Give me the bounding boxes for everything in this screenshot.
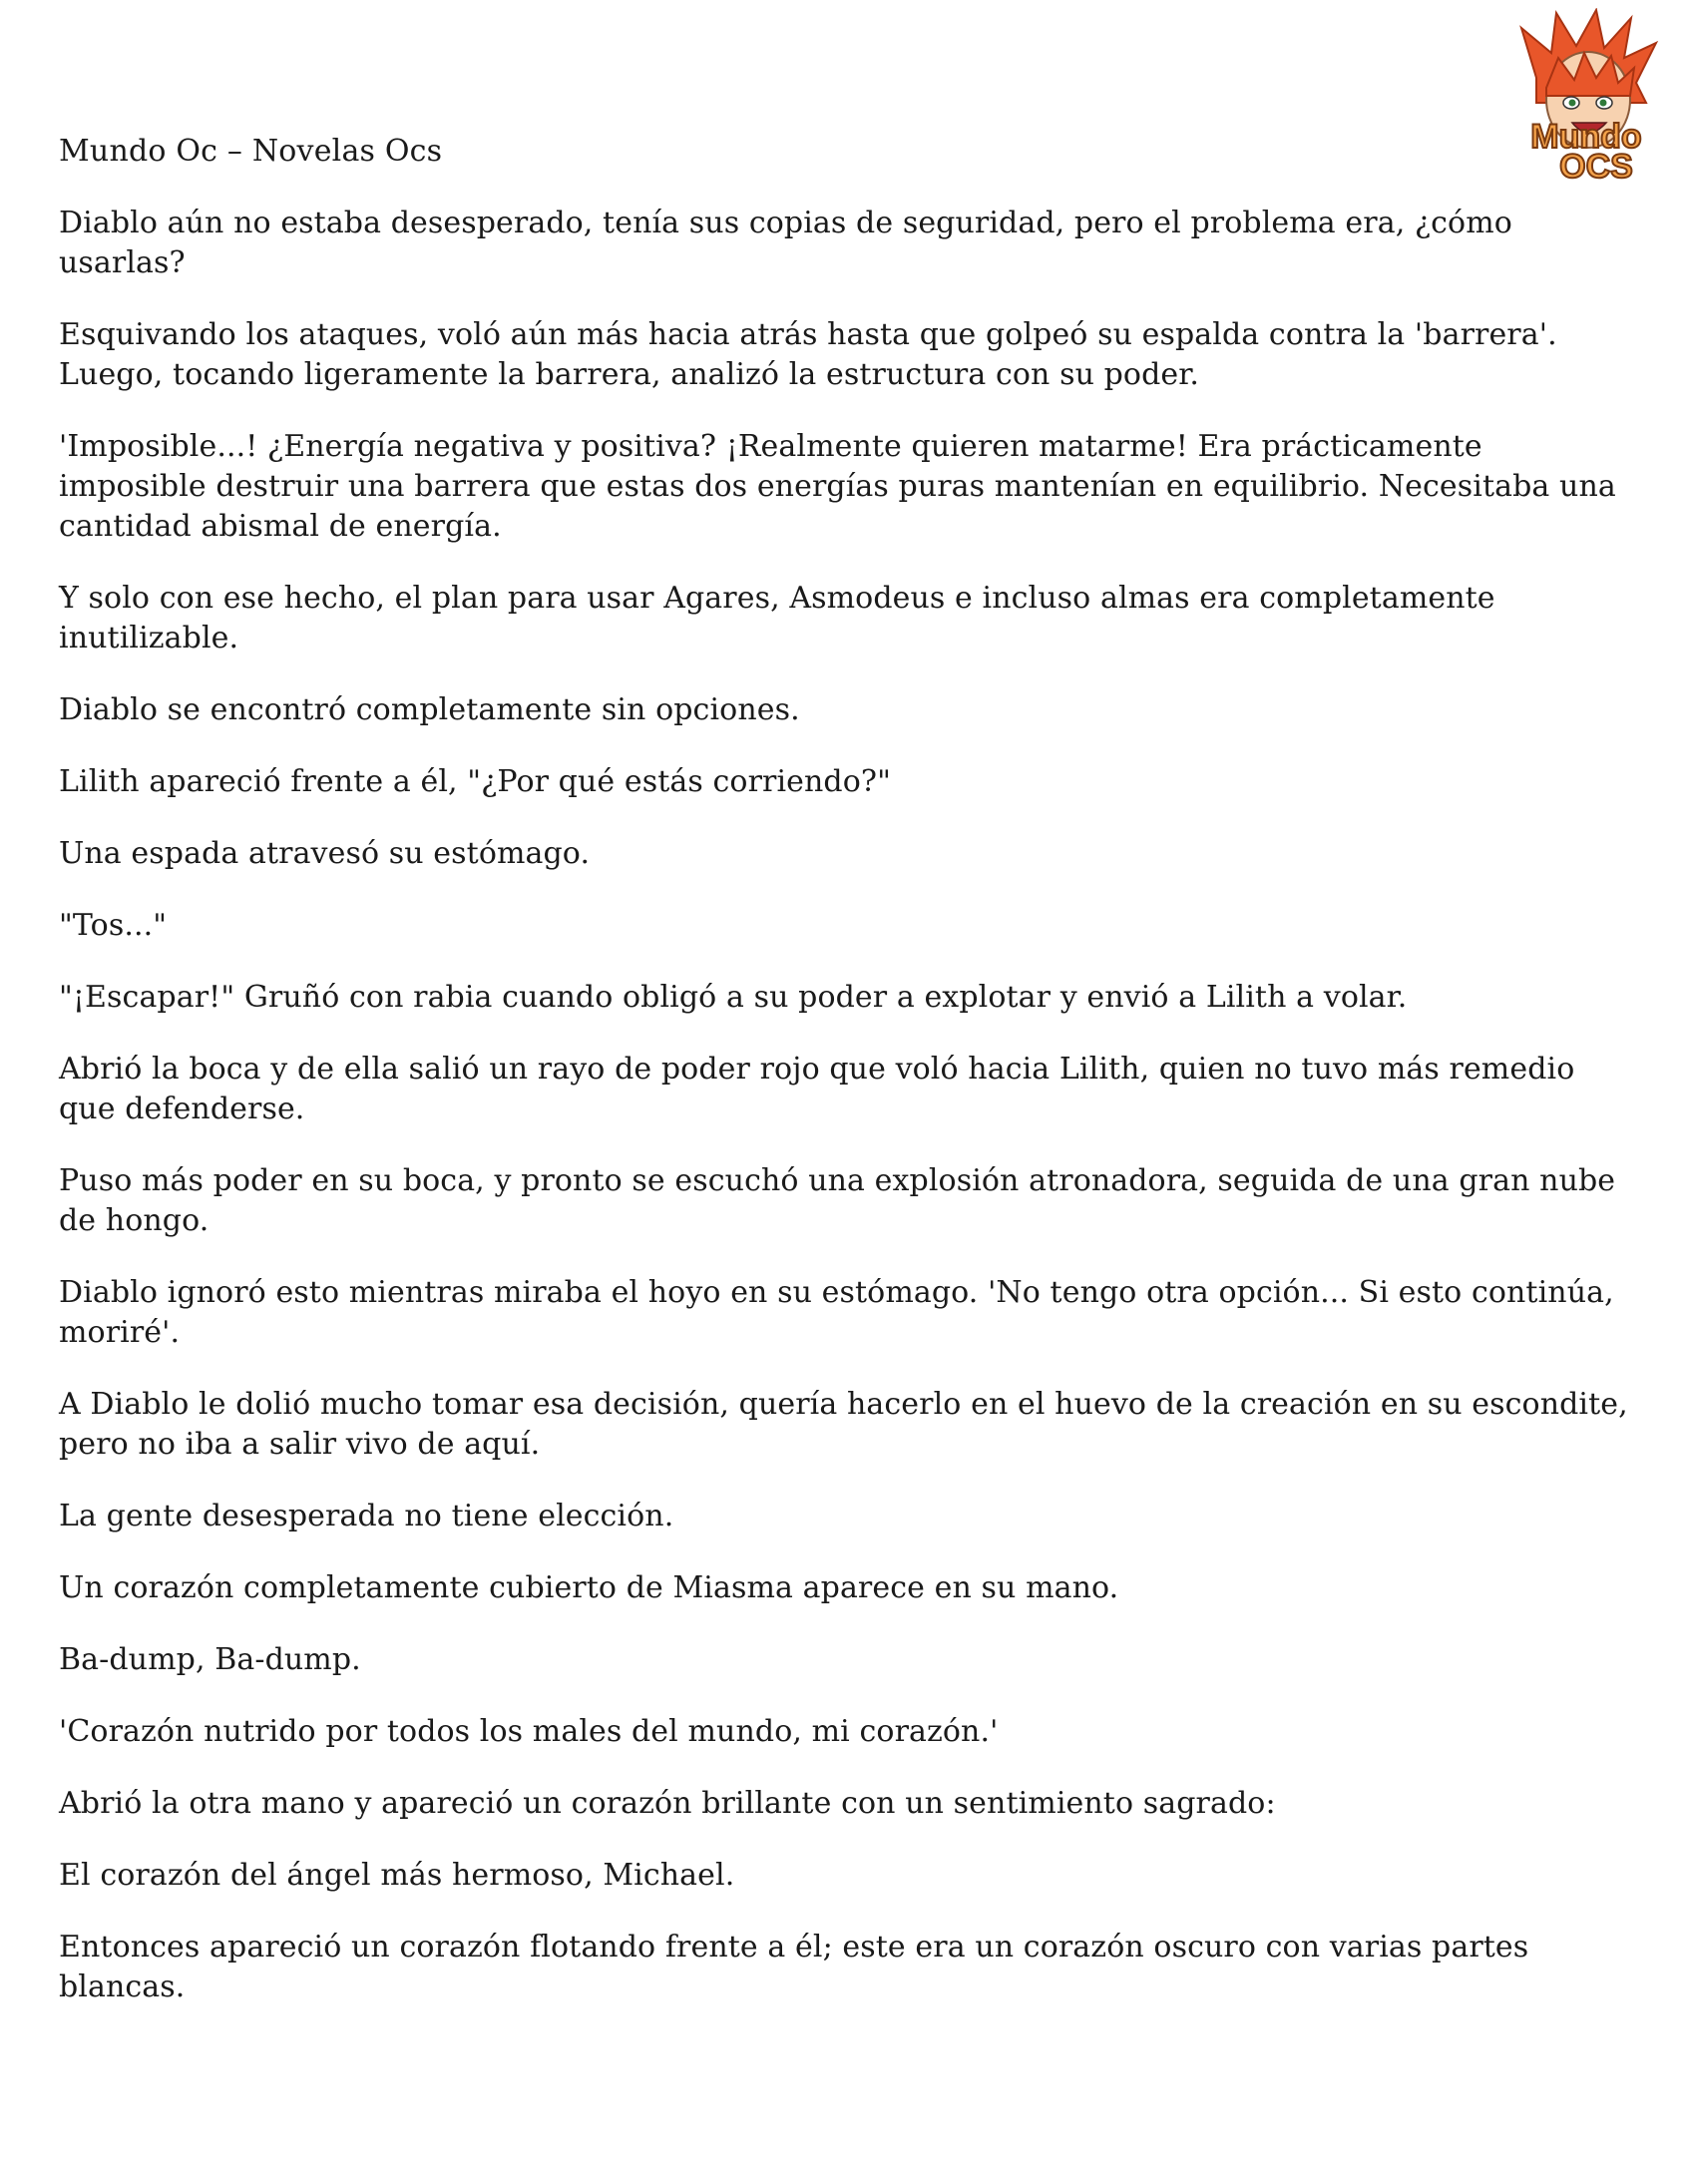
paragraph: Abrió la otra mano y apareció un corazón brillante con un sentimiento sagrado:: [59, 1786, 1276, 1821]
logo-text-top: Mundo: [1530, 118, 1642, 156]
paragraph: Diablo aún no estaba desesperado, tenía sus copias de seguridad, pero el problema era, ¿cómo usarlas?: [59, 206, 1512, 280]
paragraph: Puso más poder en su boca, y pronto se escuchó una explosión atronadora, seguida de una gran nube de hongo.: [59, 1163, 1616, 1238]
paragraph: A Diablo le dolió mucho tomar esa decisión, quería hacerlo en el huevo de la creación en su escondite, pero no iba a salir vivo de aquí.: [59, 1387, 1628, 1462]
paragraph: "¡Escapar!" Gruñó con rabia cuando obligó a su poder a explotar y envió a Lilith a volar.: [59, 980, 1408, 1015]
logo-graphic: [1496, 8, 1676, 183]
paragraph: Abrió la boca y de ella salió un rayo de poder rojo que voló hacia Lilith, quien no tuvo más remedio que defenderse.: [59, 1052, 1575, 1126]
mundo-ocs-logo: [1496, 8, 1676, 183]
document-body: [59, 204, 1630, 2039]
document-header: Mundo Oc – Novelas Ocs: [59, 134, 443, 169]
paragraph: Y solo con ese hecho, el plan para usar Agares, Asmodeus e incluso almas era completamente inutilizable.: [59, 581, 1495, 655]
paragraph: El corazón del ángel más hermoso, Michael.: [59, 1858, 735, 1893]
logo-text-bottom: OCS: [1559, 148, 1633, 183]
paragraph: "Tos...": [59, 908, 168, 943]
paragraph: Entonces apareció un corazón flotando frente a él; este era un corazón oscuro con varias partes blancas.: [59, 1930, 1529, 2004]
paragraph: Esquivando los ataques, voló aún más hacia atrás hasta que golpeó su espalda contra la 'barrera'. Luego, tocando ligeramente la barrera, analizó la estructura con su poder.: [59, 317, 1557, 392]
paragraph: Lilith apareció frente a él, "¿Por qué estás corriendo?": [59, 764, 891, 799]
paragraph: Ba-dump, Ba-dump.: [59, 1642, 361, 1677]
paragraph: Una espada atravesó su estómago.: [59, 836, 591, 871]
paragraph: 'Corazón nutrido por todos los males del mundo, mi corazón.': [59, 1714, 999, 1749]
paragraph: 'Imposible...! ¿Energía negativa y positiva? ¡Realmente quieren matarme! Era prácticamente imposible destruir una barrera que estas dos energías puras mantenían en equilibrio. Necesitaba una cantidad abismal de energía.: [59, 429, 1616, 544]
paragraph: Un corazón completamente cubierto de Miasma aparece en su mano.: [59, 1570, 1119, 1605]
paragraph: Diablo se encontró completamente sin opciones.: [59, 692, 800, 727]
paragraph: Diablo ignoró esto mientras miraba el hoyo en su estómago. 'No tengo otra opción... Si esto continúa, moriré'.: [59, 1275, 1614, 1350]
paragraph: La gente desesperada no tiene elección.: [59, 1499, 674, 1533]
